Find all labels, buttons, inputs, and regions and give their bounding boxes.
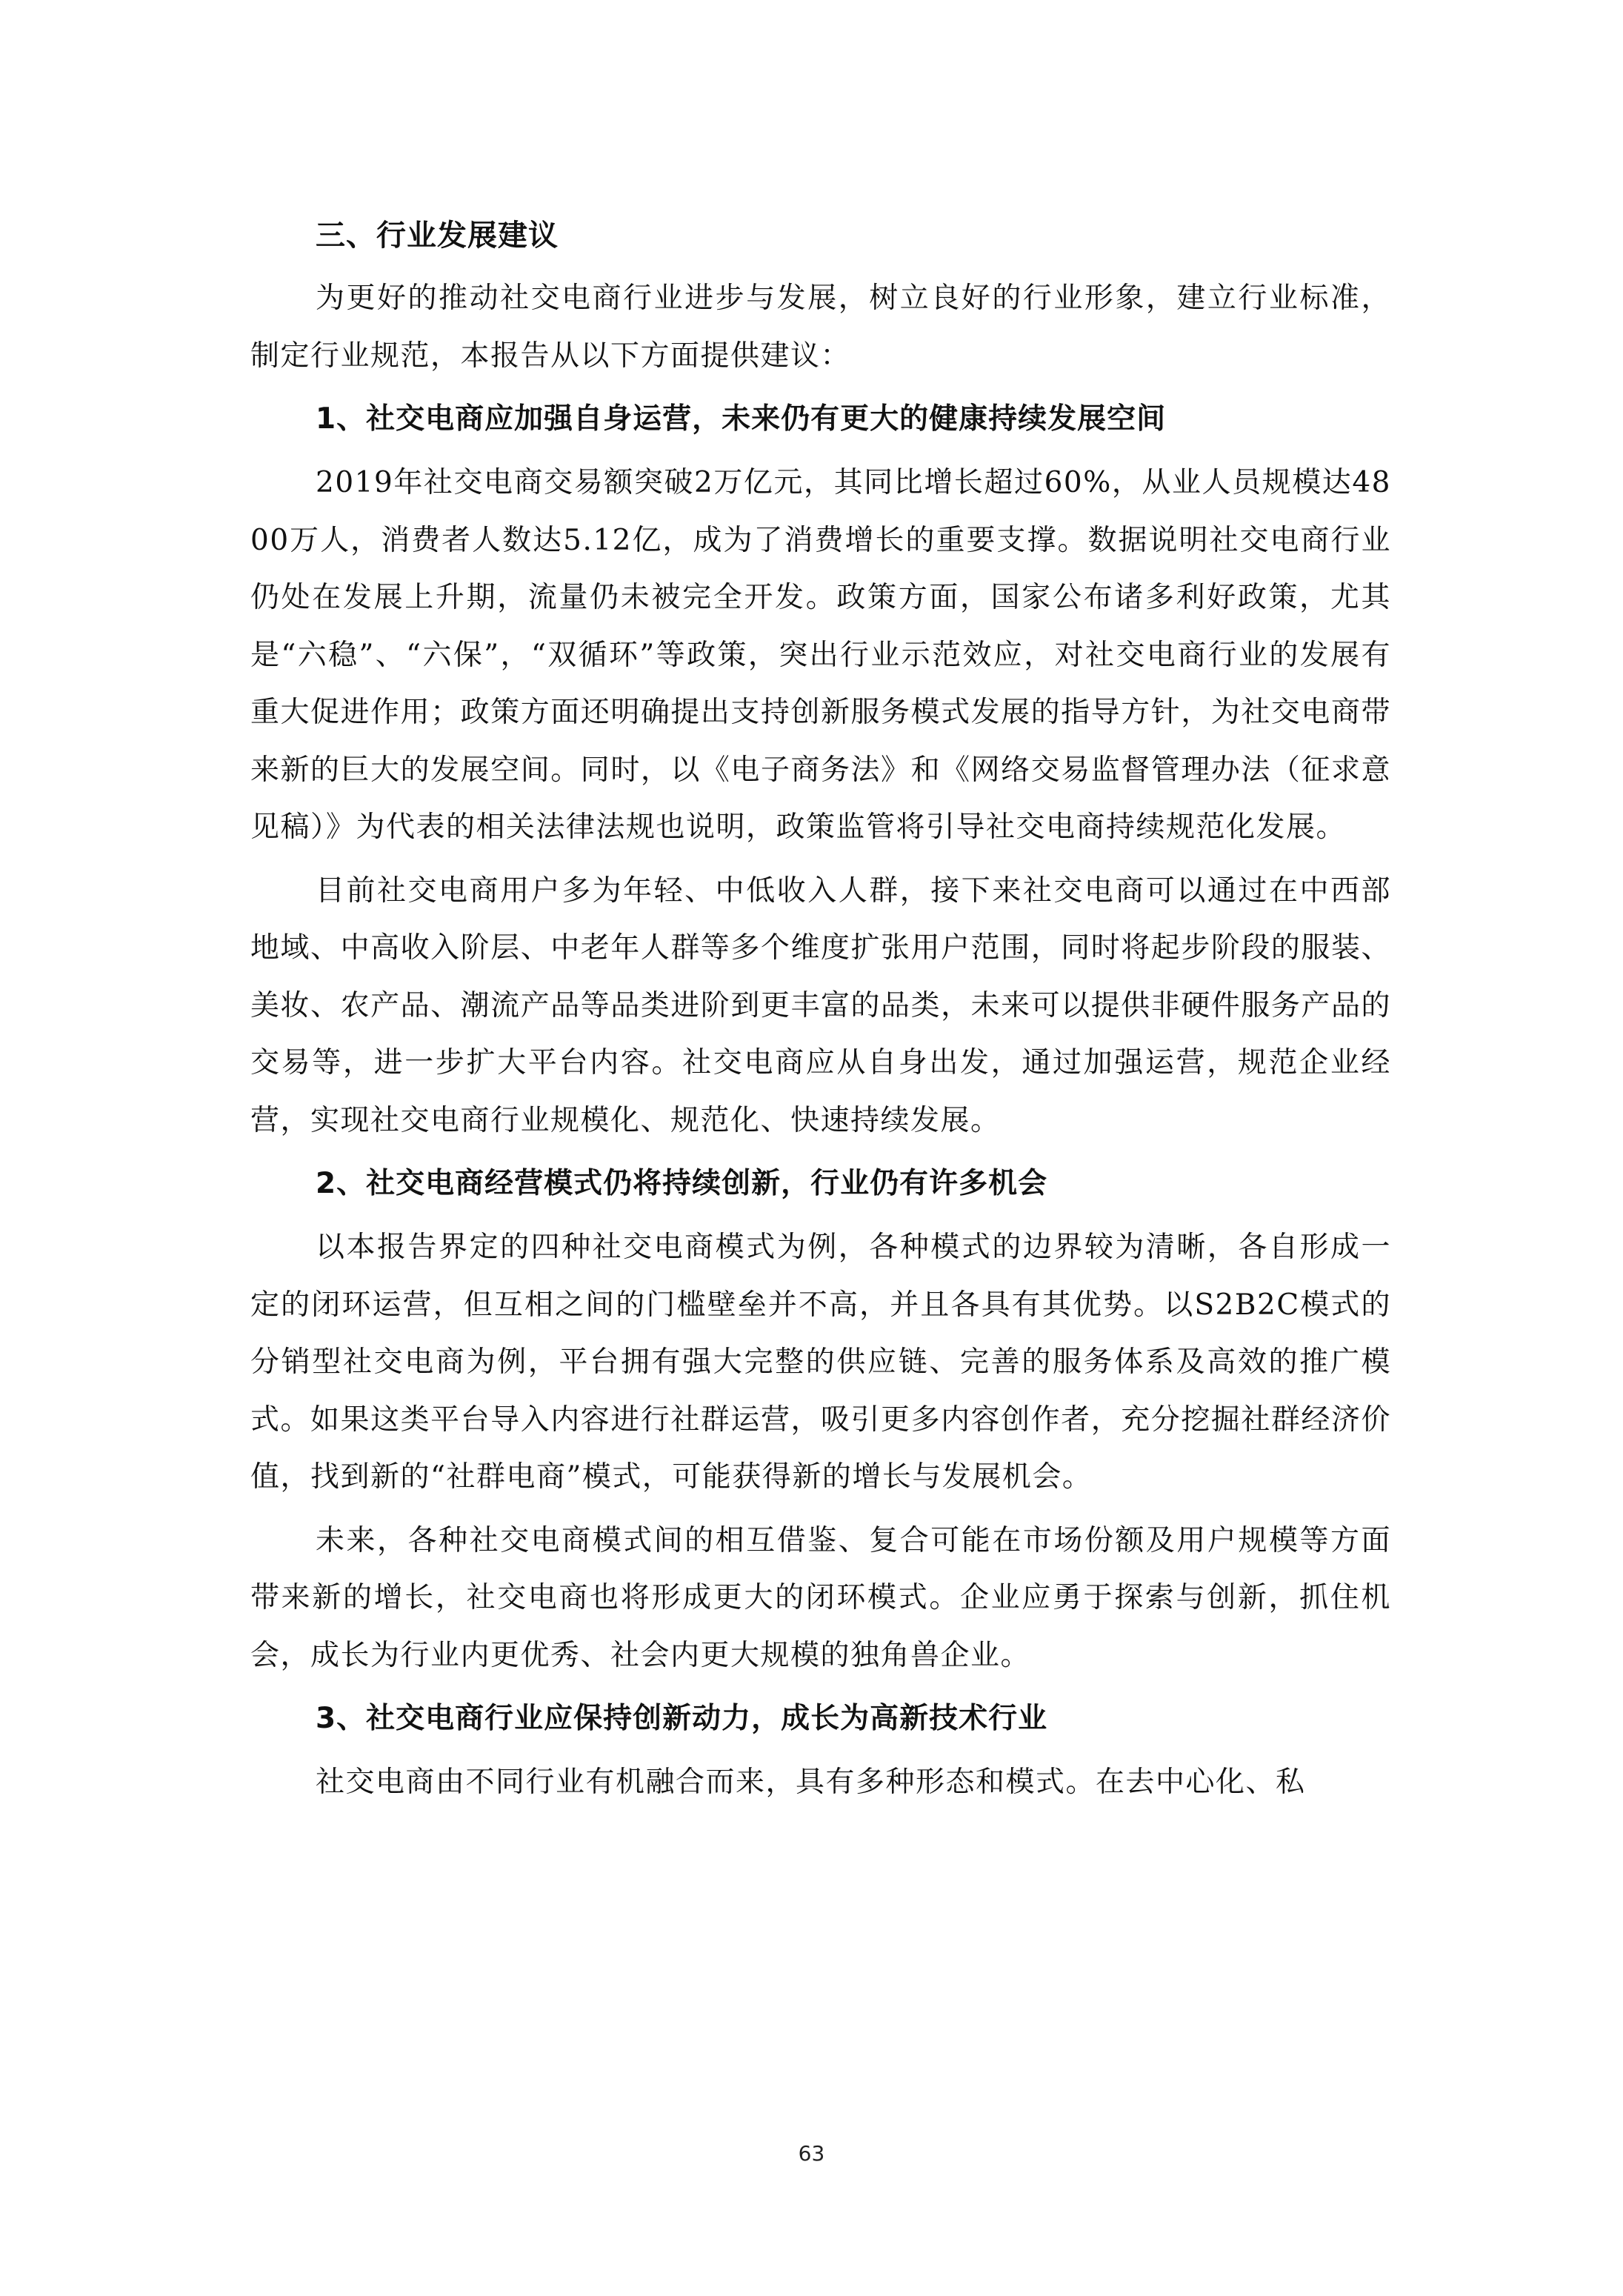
page-content [250,206,1391,1817]
subsection-1-heading: 1、社交电商应加强自身运营，未来仍有更大的健康持续发展空间 [316,402,1167,436]
intro-paragraph: 为更好的推动社交电商行业进步与发展，树立良好的行业形象，建立行业标准，制定行业规范，本报告从以下方面提供建议： [250,282,1391,373]
subsection-2-heading: 2、社交电商经营模式仍将持续创新，行业仍有许多机会 [316,1167,1048,1200]
subsection-3-paragraph-1: 社交电商由不同行业有机融合而来，具有多种形态和模式。在去中心化、私 [316,1766,1306,1799]
subsection-2-paragraph-2: 未来，各种社交电商模式间的相互借鉴、复合可能在市场份额及用户规模等方面带来新的增长，社交电商也将形成更大的闭环模式。企业应勇于探索与创新，抓住机会，成长为行业内更优秀、社会内更大规模的独角兽企业。 [250,1523,1391,1672]
subsection-3-heading: 3、社交电商行业应保持创新动力，成长为高新技术行业 [316,1702,1048,1735]
section-heading: 三、行业发展建议 [316,219,559,253]
page-number: 63 [798,2141,825,2166]
subsection-2-paragraph-1: 以本报告界定的四种社交电商模式为例，各种模式的边界较为清晰，各自形成一定的闭环运营，但互相之间的门槛壁垒并不高，并且各具有其优势。以S2B2C模式的分销型社交电商为例，平台拥有强大完整的供应链、完善的服务体系及高效的推广模式。如果这类平台导入内容进行社群运营，吸引更多内容创作者，充分挖掘社群经济价值，找到新的“社群电商”模式，可能获得新的增长与发展机会。 [250,1231,1391,1494]
subsection-1-paragraph-2: 目前社交电商用户多为年轻、中低收入人群，接下来社交电商可以通过在中西部地域、中高收入阶层、中老年人群等多个维度扩张用户范围，同时将起步阶段的服装、美妆、农产品、潮流产品等品类进阶到更丰富的品类，未来可以提供非硬件服务产品的交易等，进一步扩大平台内容。社交电商应从自身出发，通过加强运营，规范企业经营，实现社交电商行业规模化、规范化、快速持续发展。 [250,874,1391,1137]
subsection-1-paragraph-1: 2019年社交电商交易额突破2万亿元，其同比增长超过60%，从业人员规模达4800万人，消费者人数达5.12亿，成为了消费增长的重要支撑。数据说明社交电商行业仍处在发展上升期，流量仍未被完全开发。政策方面，国家公布诸多利好政策，尤其是“六稳”、“六保”，“双循环”等政策，突出行业示范效应，对社交电商行业的发展有重大促进作用；政策方面还明确提出支持创新服务模式发展的指导方针，为社交电商带来新的巨大的发展空间。同时，以《电子商务法》和《网络交易监督管理办法（征求意见稿）》为代表的相关法律法规也说明，政策监管将引导社交电商持续规范化发展。 [250,466,1391,844]
